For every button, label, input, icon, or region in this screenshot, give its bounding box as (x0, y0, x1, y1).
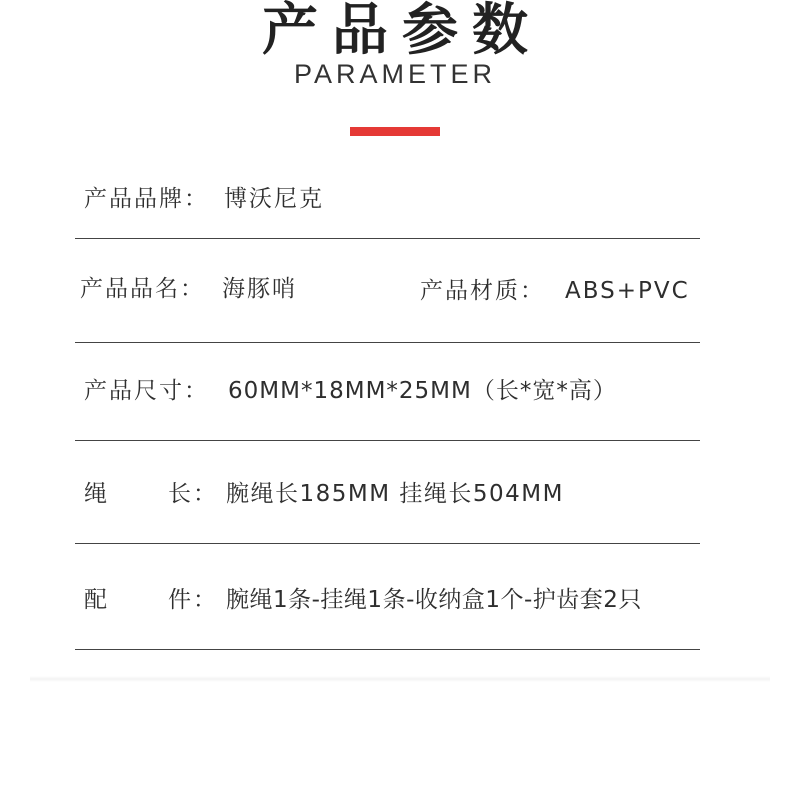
param-label-rope-second: 长： (168, 481, 218, 507)
param-label-accessories-second: 件： (168, 587, 218, 613)
divider (75, 649, 700, 650)
param-value-name: 海豚哨 (222, 276, 297, 302)
param-label-brand: 产品品牌： (84, 186, 209, 212)
param-value-material: ABS+PVC (565, 278, 690, 304)
param-label-size: 产品尺寸： (84, 378, 209, 404)
param-value-size: 60MM*18MM*25MM（长*宽*高） (228, 378, 617, 404)
param-value-brand: 博沃尼克 (224, 186, 324, 212)
param-label-rope-first: 绳 (84, 481, 109, 507)
param-label-accessories-first: 配 (84, 587, 109, 613)
divider (75, 543, 700, 544)
param-label-material: 产品材质： (420, 278, 545, 304)
accent-bar (350, 127, 440, 136)
divider (75, 238, 700, 239)
param-value-rope: 腕绳长185MM 挂绳长504MM (226, 481, 564, 507)
param-label-name: 产品品名： (80, 276, 205, 302)
divider (75, 440, 700, 441)
divider (75, 342, 700, 343)
bottom-fade-divider (30, 676, 770, 682)
param-value-accessories: 腕绳1条-挂绳1条-收纳盒1个-护齿套2只 (226, 587, 642, 613)
page-title: 产品参数 (262, 0, 542, 63)
page-subtitle: PARAMETER (293, 59, 497, 89)
